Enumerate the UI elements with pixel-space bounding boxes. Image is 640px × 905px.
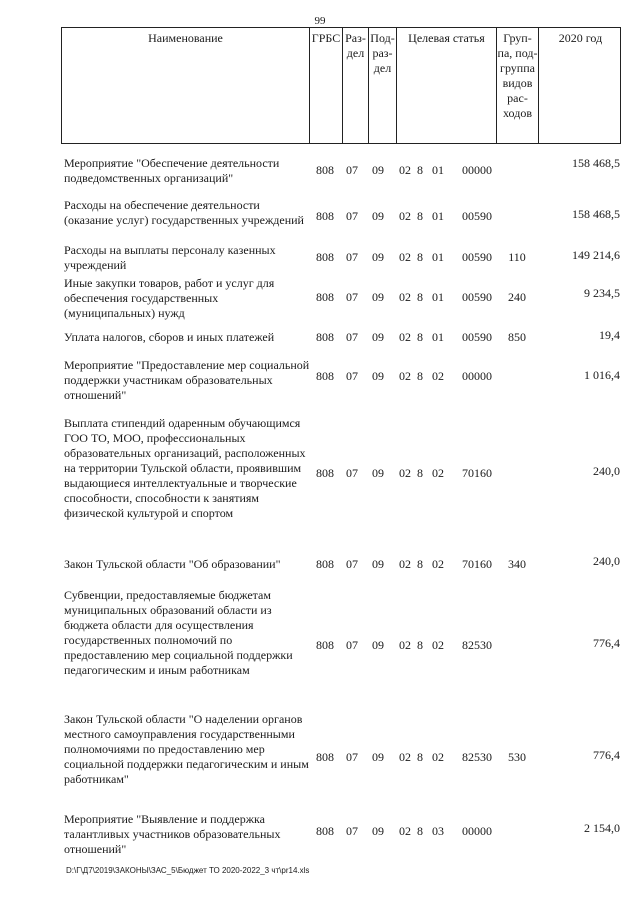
row-razdel: 07	[346, 290, 358, 304]
row-target-1: 02	[399, 369, 411, 383]
row-podrazdel: 09	[372, 466, 384, 480]
row-target-3: 02	[432, 638, 444, 652]
row-grbs: 808	[316, 330, 334, 344]
row-target-3: 02	[432, 557, 444, 571]
row-name: Выплата стипендий одаренным обучающимся ГОО ТО, МОО, профессиональных образовательных организаций, расположенных на территории Тульской области, проявившим выдающиеся интеллектуальные и творческие способности, способности к занятиям физической культурой и спортом	[64, 416, 306, 520]
row-target-4: 00590	[462, 330, 492, 344]
row-target-3: 02	[432, 369, 444, 383]
row-name: Иные закупки товаров, работ и услуг для обеспечения государственных (муниципальных) нужд	[64, 276, 275, 320]
row-name: Закон Тульской области "О наделении органов местного самоуправления государственными полномочиями по предоставлению мер социальной поддержки педагогическим и иным работникам"	[64, 712, 309, 786]
row-podrazdel: 09	[372, 750, 384, 764]
row-target-4: 70160	[462, 466, 492, 480]
row-podrazdel: 09	[372, 824, 384, 838]
row-grbs: 808	[316, 250, 334, 264]
row-target-2: 8	[417, 638, 423, 652]
row-target-2: 8	[417, 250, 423, 264]
row-target-3: 01	[432, 163, 444, 177]
row-razdel: 07	[346, 750, 358, 764]
row-target-3: 01	[432, 250, 444, 264]
row-target-4: 82530	[462, 638, 492, 652]
row-amount: 240,0	[593, 464, 620, 478]
row-target-1: 02	[399, 163, 411, 177]
row-target-1: 02	[399, 290, 411, 304]
row-target-1: 02	[399, 209, 411, 223]
row-grbs: 808	[316, 163, 334, 177]
row-amount: 19,4	[599, 328, 620, 342]
row-grbs: 808	[316, 750, 334, 764]
row-target-2: 8	[417, 209, 423, 223]
row-target-4: 00000	[462, 163, 492, 177]
row-target-1: 02	[399, 330, 411, 344]
row-name: Мероприятие "Предоставление мер социальной поддержки участникам образовательных отношений"	[64, 358, 310, 402]
row-target-1: 02	[399, 557, 411, 571]
row-target-3: 03	[432, 824, 444, 838]
row-name: Расходы на обеспечение деятельности (оказание услуг) государственных учреждений	[64, 198, 304, 227]
row-expense-type: 240	[508, 290, 526, 304]
row-target-3: 01	[432, 330, 444, 344]
row-target-2: 8	[417, 163, 423, 177]
file-path-footer: D:\Г\Д7\2019\ЗАКОНЫ\ЗАС_5\Бюджет ТО 2020-2022_3 чт\pr14.xls	[66, 866, 310, 875]
row-target-3: 01	[432, 209, 444, 223]
row-name: Мероприятие "Обеспечение деятельности подведомственных организаций"	[64, 156, 280, 185]
row-target-2: 8	[417, 750, 423, 764]
page-number: 99	[314, 15, 326, 27]
header-target: Целевая статья	[396, 28, 496, 143]
row-razdel: 07	[346, 250, 358, 264]
row-podrazdel: 09	[372, 557, 384, 571]
header-podrazdel: Под-раз-дел	[368, 28, 396, 143]
row-grbs: 808	[316, 824, 334, 838]
row-target-1: 02	[399, 250, 411, 264]
row-name: Субвенции, предоставляемые бюджетам муниципальных образований области из бюджета области для осуществления государственных полномочий по предоставлению мер социальной поддержки педагогическим и иным работникам	[64, 588, 293, 677]
row-target-4: 00000	[462, 824, 492, 838]
row-target-2: 8	[417, 330, 423, 344]
row-razdel: 07	[346, 163, 358, 177]
row-razdel: 07	[346, 557, 358, 571]
row-amount: 9 234,5	[584, 286, 620, 300]
header-group: Груп-па, под-группа видов рас-ходов	[496, 28, 538, 143]
row-target-2: 8	[417, 466, 423, 480]
header-razdel: Раз-дел	[342, 28, 368, 143]
row-amount: 776,4	[593, 636, 620, 650]
row-target-4: 70160	[462, 557, 492, 571]
row-name: Мероприятие "Выявление и поддержка талантливых участников образовательных отношений"	[64, 812, 281, 856]
row-razdel: 07	[346, 209, 358, 223]
row-podrazdel: 09	[372, 330, 384, 344]
row-amount: 158 468,5	[572, 156, 620, 170]
row-expense-type: 850	[508, 330, 526, 344]
row-amount: 776,4	[593, 748, 620, 762]
row-target-4: 00590	[462, 209, 492, 223]
row-target-2: 8	[417, 290, 423, 304]
row-name: Уплата налогов, сборов и иных платежей	[64, 330, 275, 344]
row-name: Расходы на выплаты персоналу казенных учреждений	[64, 243, 276, 272]
row-amount: 149 214,6	[572, 248, 620, 262]
row-target-2: 8	[417, 824, 423, 838]
row-target-1: 02	[399, 466, 411, 480]
row-grbs: 808	[316, 369, 334, 383]
row-amount: 1 016,4	[584, 368, 620, 382]
row-podrazdel: 09	[372, 290, 384, 304]
row-razdel: 07	[346, 466, 358, 480]
row-target-2: 8	[417, 557, 423, 571]
row-grbs: 808	[316, 638, 334, 652]
row-target-4: 00590	[462, 290, 492, 304]
row-expense-type: 340	[508, 557, 526, 571]
row-grbs: 808	[316, 209, 334, 223]
row-target-4: 00590	[462, 250, 492, 264]
row-grbs: 808	[316, 466, 334, 480]
header-grbs: ГРБС	[309, 28, 342, 143]
row-grbs: 808	[316, 557, 334, 571]
row-target-3: 02	[432, 466, 444, 480]
row-podrazdel: 09	[372, 163, 384, 177]
row-amount: 2 154,0	[584, 821, 620, 835]
row-amount: 158 468,5	[572, 207, 620, 221]
row-podrazdel: 09	[372, 638, 384, 652]
row-name: Закон Тульской области "Об образовании"	[64, 557, 281, 571]
row-expense-type: 110	[508, 250, 526, 264]
row-razdel: 07	[346, 369, 358, 383]
row-target-3: 01	[432, 290, 444, 304]
row-target-1: 02	[399, 750, 411, 764]
row-razdel: 07	[346, 824, 358, 838]
row-podrazdel: 09	[372, 369, 384, 383]
row-podrazdel: 09	[372, 250, 384, 264]
row-target-4: 82530	[462, 750, 492, 764]
row-target-3: 02	[432, 750, 444, 764]
row-razdel: 07	[346, 638, 358, 652]
row-target-4: 00000	[462, 369, 492, 383]
row-amount: 240,0	[593, 554, 620, 568]
row-target-1: 02	[399, 824, 411, 838]
row-expense-type: 530	[508, 750, 526, 764]
table-header	[61, 27, 621, 144]
header-name: Наименование	[148, 31, 223, 45]
row-target-2: 8	[417, 369, 423, 383]
row-razdel: 07	[346, 330, 358, 344]
header-year: 2020 год	[538, 28, 622, 143]
row-podrazdel: 09	[372, 209, 384, 223]
row-grbs: 808	[316, 290, 334, 304]
row-target-1: 02	[399, 638, 411, 652]
